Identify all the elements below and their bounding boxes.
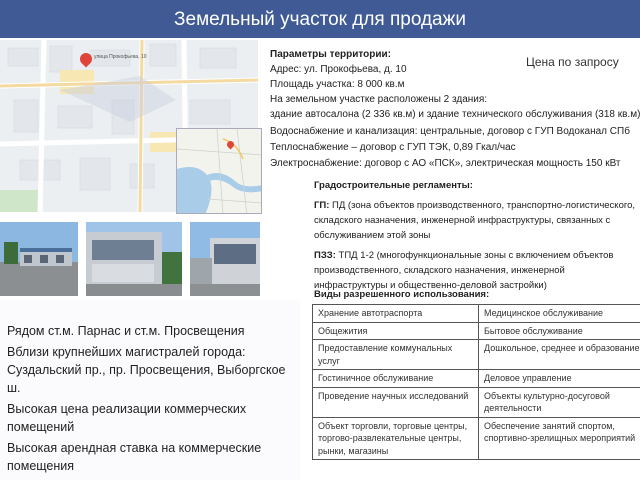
- page-title: Земельный участок для продажи: [0, 0, 640, 38]
- advantage-item: Рядом ст.м. Парнас и ст.м. Просвещения: [7, 324, 245, 338]
- advantage-item: Вблизи крупнейших магистралей города: Суздальский пр., пр. Просвещения, Выборгское ш.: [7, 345, 286, 395]
- pzz-paragraph: [314, 248, 640, 293]
- price-label: Цена по запросу: [526, 55, 619, 69]
- table-cell: Бытовое обслуживание: [479, 322, 640, 340]
- table-cell: Проведение научных исследований: [313, 387, 479, 417]
- utilities: [270, 124, 640, 172]
- water-line: Водоснабжение и канализация: центральные, договор с ГУП Водоканал СПб: [270, 126, 630, 137]
- photo-strip: [0, 222, 260, 296]
- table-cell: Обеспечение занятий спортом, спортивно-зрелищных мероприятий: [479, 417, 640, 460]
- table-row: [313, 370, 640, 388]
- gp-label: ГП:: [314, 200, 330, 211]
- permitted-uses-heading: Виды разрешенного использования:: [314, 289, 490, 300]
- zoning-regulations: [314, 178, 640, 293]
- heat-line: Теплоснабжение – договор с ГУП ТЭК, 0,89 Гкал/час: [270, 142, 516, 153]
- pzz-text: ТПД 1-2 (многофункциональные зоны с включением объектов производственного, складского назначения, инженерной инфраструктуры и общественно-деловой застройки): [314, 250, 614, 291]
- permitted-uses-table: [312, 304, 640, 460]
- table-cell: Медицинское обслуживание: [479, 305, 640, 323]
- table-row: [313, 387, 640, 417]
- table-cell: Предоставление коммунальных услуг: [313, 340, 479, 370]
- table-cell: Деловое управление: [479, 370, 640, 388]
- gp-paragraph: [314, 198, 640, 243]
- advantages-list: [7, 322, 297, 478]
- table-row: [313, 417, 640, 460]
- table-cell: Объект торговли, торговые центры, торгово-развлекательные центры, рынки, магазины: [313, 417, 479, 460]
- pzz-label: ПЗЗ:: [314, 250, 336, 261]
- photo-2[interactable]: [86, 222, 182, 296]
- power-line: Электроснабжение: договор с АО «ПСК», электрическая мощность 150 кВт: [270, 158, 621, 169]
- table-cell: Гостиничное обслуживание: [313, 370, 479, 388]
- advantage-item: Высокая цена реализации коммерческих помещений: [7, 402, 247, 434]
- photo-1[interactable]: [0, 222, 78, 296]
- gp-text: ПД (зона объектов производственного, транспортно-логистического, складского назначения, инженерной инфраструктуры, связанных с обслуживанием этой зоны: [314, 200, 636, 241]
- table-row: [313, 305, 640, 323]
- photo-3[interactable]: [190, 222, 260, 296]
- table-row: [313, 322, 640, 340]
- buildings-line: На земельном участке расположены 2 здания:: [270, 94, 488, 105]
- regulations-heading: Градостроительные регламенты:: [314, 180, 473, 191]
- parameters-heading: Параметры территории:: [270, 49, 392, 60]
- address-line: Адрес: ул. Прокофьева, д. 10: [270, 64, 407, 75]
- table-row: [313, 340, 640, 370]
- buildings-detail-line: здание автосалона (2 336 кв.м) и здание технического обслуживания (318 кв.м): [270, 109, 640, 120]
- table-cell: Дошкольное, среднее и образование: [479, 340, 640, 370]
- area-line: Площадь участка: 8 000 кв.м: [270, 79, 405, 90]
- map-marker-label: улица Прокофьева, 10: [94, 54, 147, 60]
- table-cell: Общежития: [313, 322, 479, 340]
- city-overview-map[interactable]: [176, 128, 262, 214]
- advantage-item: Высокая арендная ставка на коммерческие помещения: [7, 441, 262, 473]
- table-cell: Хранение автотраспорта: [313, 305, 479, 323]
- table-cell: Объекты культурно-досуговой деятельности: [479, 387, 640, 417]
